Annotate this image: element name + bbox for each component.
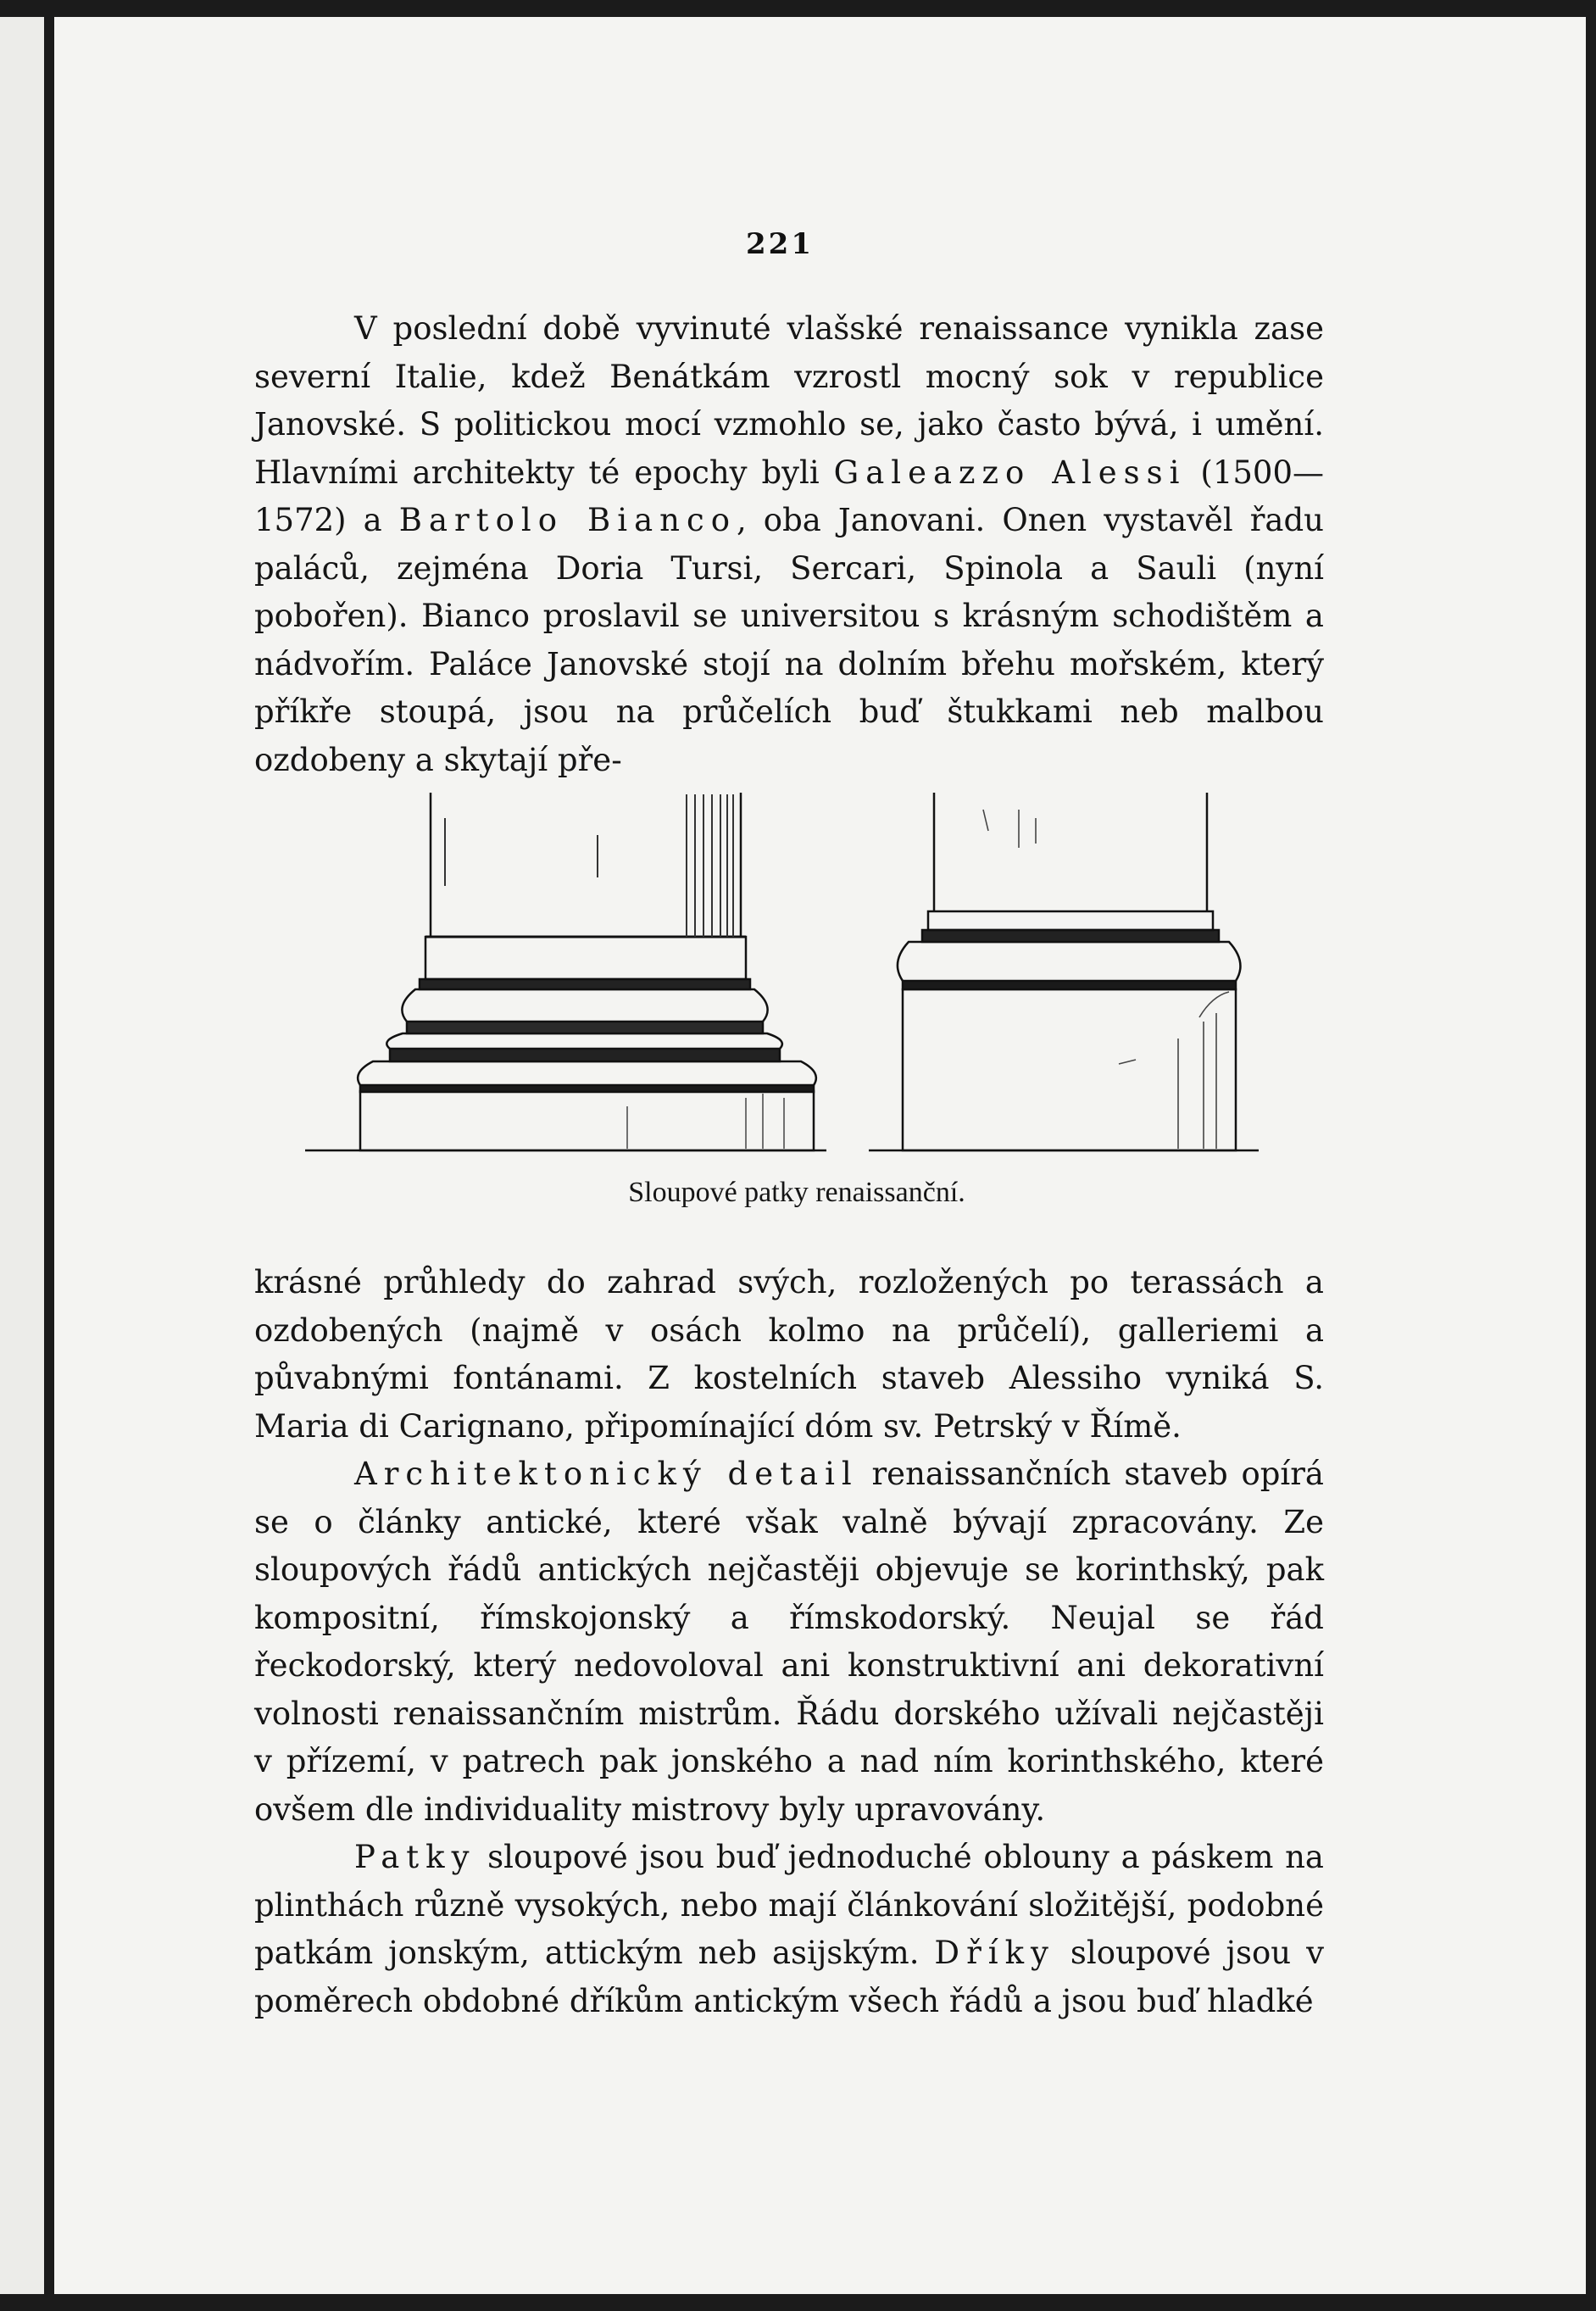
right-torus [898, 942, 1241, 981]
left-apophyge [425, 937, 746, 979]
left-scotia [386, 1033, 782, 1049]
spaced-emphasis: Galeazzo Alessi [833, 454, 1187, 491]
paragraph: Architektonický detail renaissančních staveb opírá se o články antické, které však valně bývají zpracovány. Ze sloupových řádů antických nejčastěji objevuje se korinthský, pak kompositní, římskojonský a římskodorský. Neujal se řád řeckodorský, který nedovoloval ani konstruktivní ani dekorativní volnosti renaissančním mistrům. Řádu dorského užívali nejčastěji v přízemí, v patrech pak jonského a nad ním korinthského, které ovšem dle individuality mistrovy byly upravovány. [254, 1456, 1324, 1828]
paragraph: V poslední době vyvinuté vlašské renaissance vynikla zase severní Italie, kdež Benátkám vzrostl mocný sok v republice Janovské. S politickou mocí vzmohlo se, jako často bývá, i umění. Hlavními architekty té epochy byli Galeazzo Alessi (1500—1572) a Bartolo Bianco, oba Janovani. Onen vystavěl řadu paláců, zejména Doria Tursi, Sercari, Spinola a Sauli (nyní pobořen). Bianco proslavil se universitou s krásným schodištěm a nádvořím. Paláce Janovské stojí na dolním břehu mořském, který příkře stoupá, jsou na průčelích buď štukkami neb malbou ozdobeny a skytají pře- [254, 310, 1324, 778]
left-fillet-3 [420, 979, 750, 989]
left-margin-strip [0, 17, 44, 2294]
text-block-top [254, 305, 1324, 784]
right-apophyge [928, 911, 1213, 930]
paragraph: krásné průhledy do zahrad svých, rozložených po terassách a ozdobených (najmě v osách kolmo na průčelí), galleriemi a půvabnými fontánami. Z kostelních staveb Alessiho vyniká S. Maria di Carignano, připomínající dóm sv. Petrský v Římě. [254, 1264, 1324, 1445]
spaced-emphasis: Patky [354, 1839, 476, 1875]
paragraph: Patky sloupové jsou buď jednoduché oblouny a páskem na plinthách různě vysokých, nebo mají článkování složitější, podobné patkám jonským, attickým neb asijským. Dříky sloupové jsou v poměrech obdobné dříkům antickým všech řádů a jsou buď hladké [254, 1839, 1324, 2019]
spaced-emphasis: Architektonický detail [354, 1456, 859, 1492]
right-plinth [903, 989, 1236, 1150]
right-fillet [922, 930, 1219, 942]
column-bases-illustration [305, 784, 1263, 1157]
spaced-emphasis: Dříky [934, 1935, 1055, 1971]
column-bases-figure [305, 784, 1263, 1157]
left-fillet-2 [407, 1022, 763, 1033]
right-plinth-band [903, 981, 1236, 989]
page-number: 221 [746, 227, 814, 261]
left-plinth-top-band [360, 1085, 814, 1092]
left-lower-torus [358, 1061, 816, 1085]
left-fillet-1 [390, 1049, 780, 1061]
spaced-emphasis: Bartolo Bianco [398, 502, 737, 538]
text-block-bottom [254, 1259, 1324, 2025]
figure-caption: Sloupové patky renaissanční. [628, 1177, 965, 1208]
left-upper-torus [402, 989, 767, 1022]
